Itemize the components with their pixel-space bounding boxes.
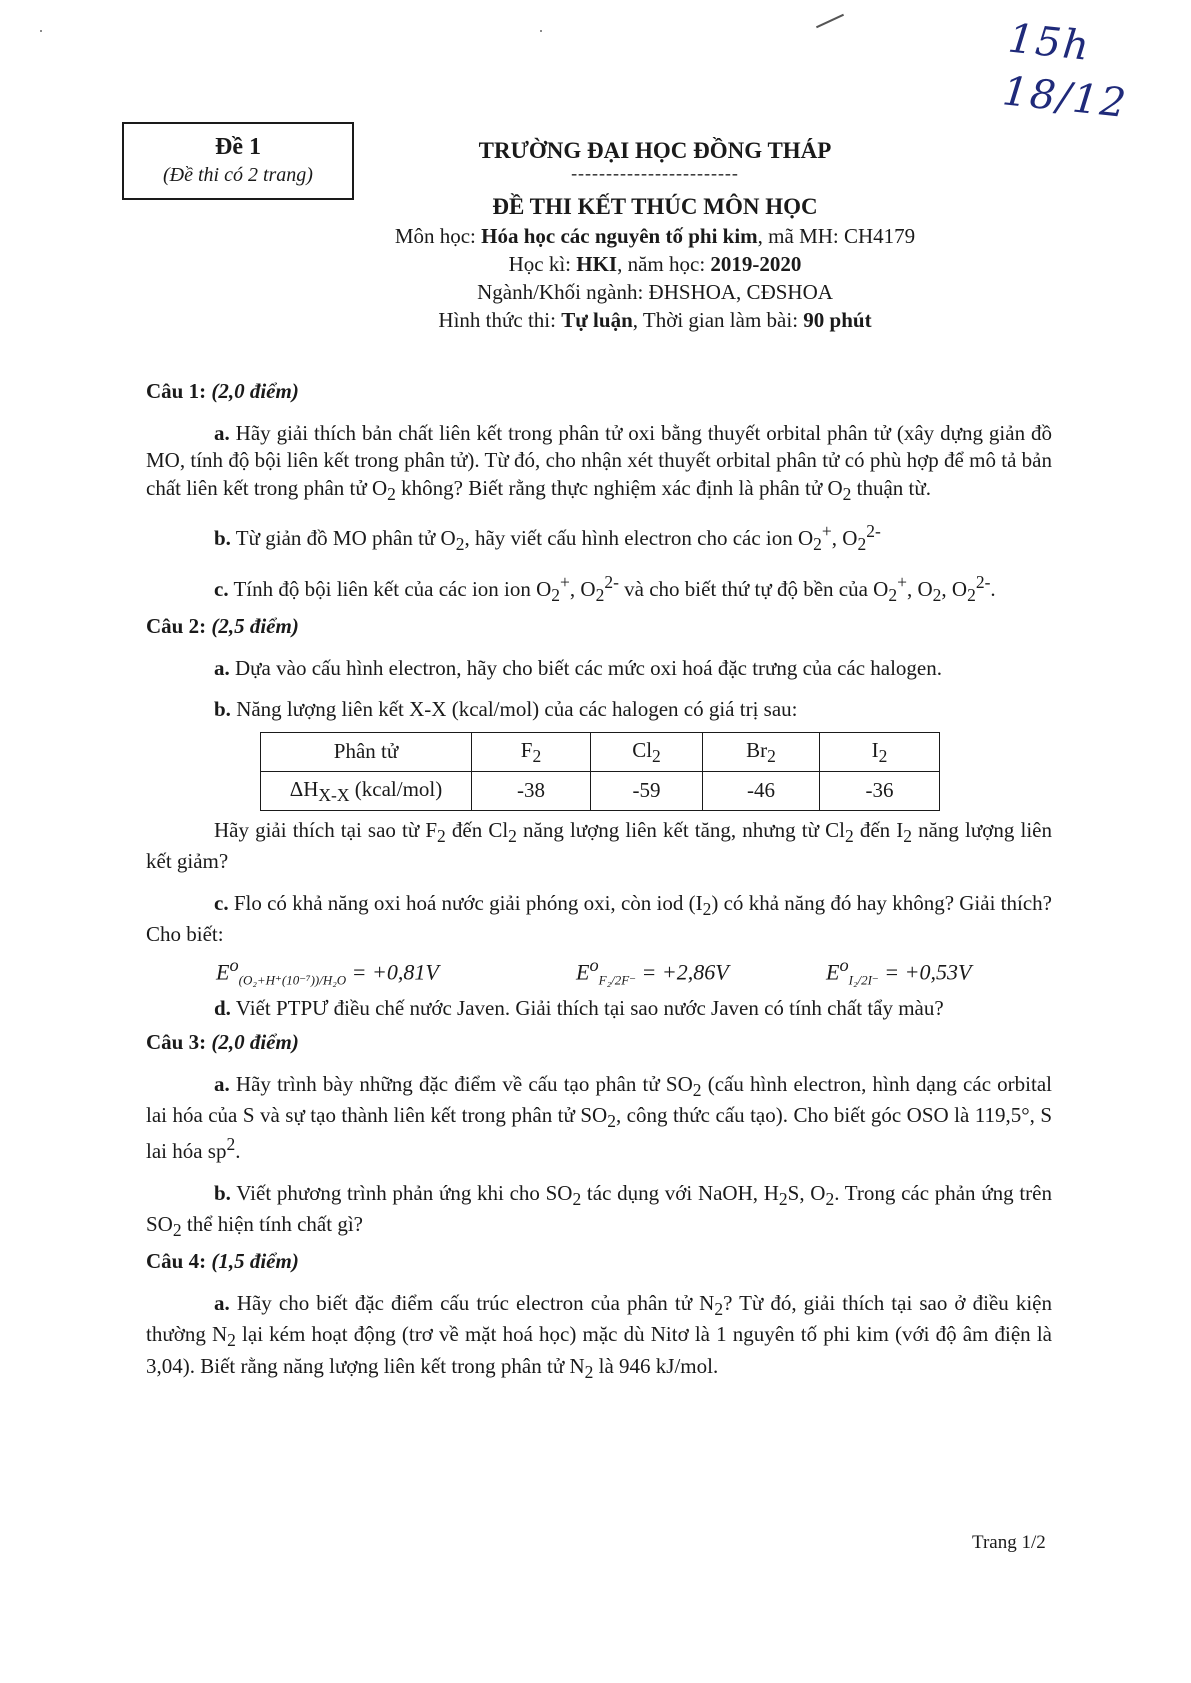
table-cell: -46: [703, 772, 820, 811]
question-3b: b. Viết phương trình phản ứng khi cho $SO_2$ tác dụng với NaOH, $H_2S$, $O_2$. Trong các phản ứng trên $SO_2$ thể hiện tính chất gì?: [146, 1180, 1052, 1241]
scan-speck: [540, 30, 542, 32]
question-3-title: Câu 3: (2,0 điểm): [146, 1029, 299, 1054]
question-1b: b. Từ giản đồ MO phân tử $O_2$, hãy viết cấu hình electron cho các ion $O_2^+$, $O_2^{2-}$: [214, 521, 881, 555]
handwritten-annotation: 15h 18/12: [1000, 15, 1130, 127]
table-header-cell: $\Delta H_{X-X}$ (kcal/mol): [261, 772, 472, 811]
table-row: [261, 733, 940, 772]
question-2b-followup: Hãy giải thích tại sao từ $F_2$ đến $Cl_2$ năng lượng liên kết tăng, nhưng từ $Cl_2$ đến $I_2$ năng lượng liên kết giảm?: [146, 818, 1052, 874]
page-count-note: (Đề thi có 2 trang): [163, 163, 313, 186]
question-2c: c. Flo có khả năng oxi hoá nước giải phóng oxi, còn iod $(I_2)$ có khả năng đó hay không? Giải thích? Cho biết:: [146, 891, 1052, 947]
question-4-title: Câu 4: (1,5 điểm): [146, 1249, 299, 1274]
exam-code: Đề 1: [215, 134, 261, 160]
course-line: Môn học: Hóa học các nguyên tố phi kim, mã MH: CH4179: [394, 224, 916, 248]
table-cell: -38: [472, 772, 591, 811]
question-2d: d. Viết PTPƯ điều chế nước Javen. Giải thích tại sao nước Javen có tính chất tẩy màu?: [214, 996, 944, 1021]
pen-mark: [816, 14, 844, 28]
major-line: Ngành/Khối ngành: ĐHSHOA, CĐSHOA: [477, 280, 833, 304]
question-1a: a. Hãy giải thích bản chất liên kết trong phân tử oxi bằng thuyết orbital phân tử (xây dựng giản đồ MO, tính độ bội liên kết trong phân tử). Từ đó, cho nhận xét thuyết orbital phân tử có phù hợp để mô tả bản chất liên kết trong phân tử $O_2$ không? Biết rằng thực nghiệm xác định là phân tử $O_2$ thuận từ.: [146, 420, 1052, 505]
table-cell: $F_2$: [472, 733, 591, 772]
potential-i2: $E^o_{I_2/2I^-} = +0,53V$: [826, 955, 972, 988]
potential-f2: $E^o_{F_2/2F^-} = +2,86V$: [576, 955, 729, 988]
question-2b: b. Năng lượng liên kết X-X (kcal/mol) của các halogen có giá trị sau:: [214, 697, 798, 722]
exam-title: ĐỀ THI KẾT THÚC MÔN HỌC: [492, 194, 818, 219]
page-number: Trang 1/2: [972, 1532, 1046, 1553]
question-2a: a. Dựa vào cấu hình electron, hãy cho biết các mức oxi hoá đặc trưng của các halogen.: [214, 655, 943, 680]
school-name: TRƯỜNG ĐẠI HỌC ĐỒNG THÁP: [478, 138, 832, 163]
table-cell: $Cl_2$: [591, 733, 703, 772]
table-header-cell: Phân tử: [261, 733, 472, 772]
table-cell: -36: [820, 772, 940, 811]
table-cell: $Br_2$: [703, 733, 820, 772]
table-cell: $I_2$: [820, 733, 940, 772]
table-row: [261, 772, 940, 811]
electrode-potentials: [146, 949, 1052, 995]
question-2-title: Câu 2: (2,5 điểm): [146, 614, 299, 638]
course-name: Hóa học các nguyên tố phi kim: [481, 224, 758, 248]
question-1-title: Câu 1: (2,0 điểm): [146, 379, 299, 403]
potential-o2: $E^o_{(O_2+H^+(10^{-7}))/H_2O} = +0,81V$: [216, 955, 439, 988]
question-4a: a. Hãy cho biết đặc điểm cấu trúc electron của phân tử $N_2$? Từ đó, giải thích tại sao ở điều kiện thường $N_2$ lại kém hoạt động (trơ về mặt hoá học) mặc dù Nitơ là 1 nguyên tố phi kim (với độ âm điện là 3,04). Biết rằng năng lượng liên kết trong phân tử $N_2$ là 946 kJ/mol.: [146, 1291, 1052, 1382]
scan-speck: [40, 30, 42, 32]
question-3a: a. Hãy trình bày những đặc điểm về cấu tạo phân tử $SO_2$ (cấu hình electron, hình dạng các orbital lai hóa của S và sự tạo thành liên kết trong phân tử $SO_2$, công thức cấu tạo). Cho biết góc OSO là 119,5°, S lai hóa $sp^2$.: [146, 1071, 1053, 1164]
question-1c: c. Tính độ bội liên kết của các ion ion $O_2^+$, $O_2^{2-}$ và cho biết thứ tự độ bền của $O_2^+$, $O_2$, $O_2^{2-}$.: [214, 571, 996, 605]
semester-line: Học kì: HKI, năm học: 2019-2020: [508, 252, 802, 276]
bond-energy-table: [260, 732, 940, 811]
format-line: Hình thức thi: Tự luận, Thời gian làm bài: 90 phút: [438, 308, 872, 332]
separator: ------------------------: [571, 163, 739, 183]
table-cell: -59: [591, 772, 703, 811]
exam-content: [146, 378, 1052, 1384]
